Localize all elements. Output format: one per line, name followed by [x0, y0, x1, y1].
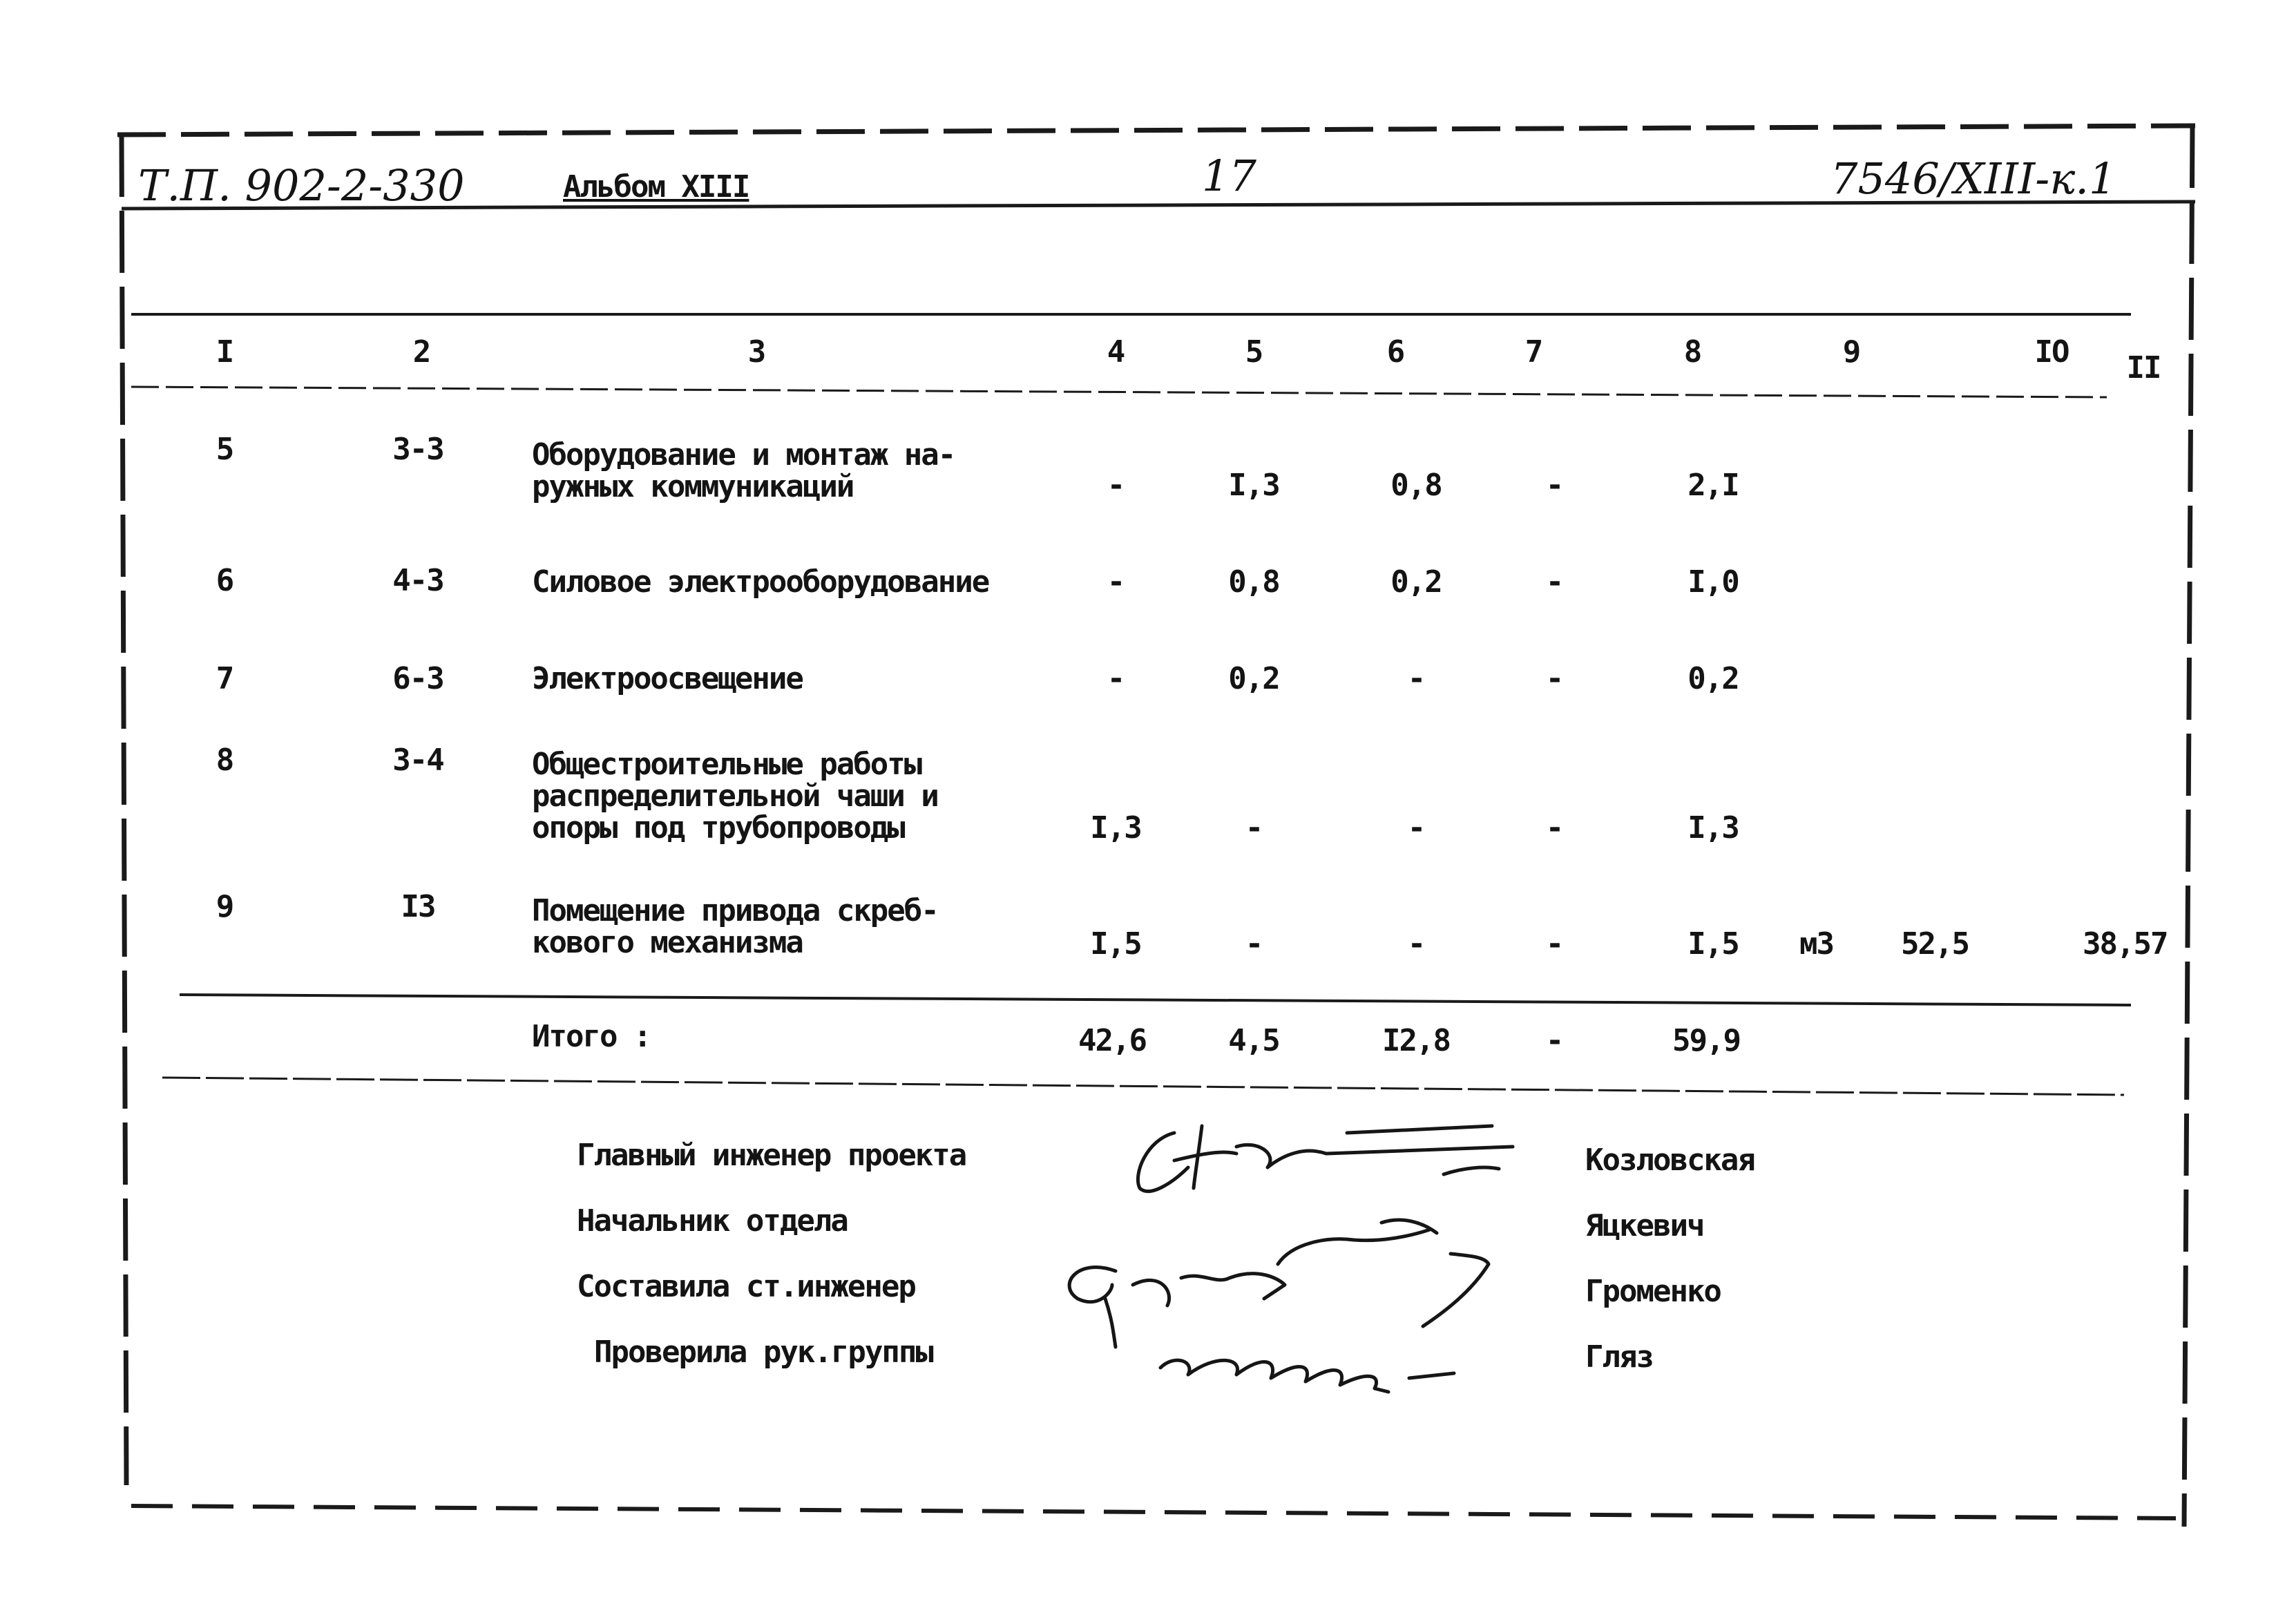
- row-col8: I,0: [1688, 564, 1739, 600]
- row-col4: -: [1107, 564, 1125, 600]
- row-col4: -: [1107, 661, 1125, 696]
- row-description-line: Силовое электрооборудование: [532, 564, 989, 600]
- row-col5: 0,8: [1228, 564, 1279, 600]
- album-label: Альбом XIII: [563, 169, 749, 204]
- row-col4: I,5: [1090, 926, 1141, 962]
- signer-name: Яцкевич: [1585, 1208, 1704, 1243]
- row-col5: -: [1245, 926, 1263, 962]
- row-col10: 52,5: [1901, 926, 1969, 962]
- row-number: 7: [216, 661, 233, 696]
- col-header-11: II: [2126, 350, 2161, 385]
- signer-role: Проверила рук.группы: [594, 1335, 933, 1370]
- row-number: 9: [216, 889, 233, 924]
- row-number: 5: [216, 432, 233, 467]
- row-col5: 0,2: [1228, 661, 1279, 696]
- signer-name: Козловская: [1585, 1143, 1755, 1178]
- signer-role: Главный инженер проекта: [577, 1138, 966, 1173]
- row-description-line: распределительной чаши и: [532, 778, 938, 814]
- row-number: 6: [216, 563, 233, 598]
- col-header-9: 9: [1842, 334, 1860, 370]
- row-col7: -: [1545, 810, 1563, 846]
- row-col11: 38,57: [2083, 926, 2168, 962]
- row-description-line: Электроосвещение: [532, 661, 803, 696]
- row-col7: -: [1545, 661, 1563, 696]
- row-code: I3: [401, 889, 435, 924]
- row-description-line: опоры под трубопроводы: [532, 810, 904, 846]
- row-col8: 2,I: [1688, 468, 1739, 503]
- row-col7: -: [1545, 468, 1563, 503]
- col-header-3: 3: [747, 334, 765, 370]
- total-col8: 59,9: [1672, 1023, 1740, 1058]
- row-code: 3-3: [392, 432, 443, 467]
- row-col5: -: [1245, 810, 1263, 846]
- row-col4: I,3: [1090, 810, 1141, 846]
- row-col6: 0,2: [1390, 564, 1442, 600]
- project-code: Т.П. 902-2-330: [138, 160, 465, 211]
- inventory-number: 7546/XIII-к.1: [1830, 153, 2116, 204]
- total-col6: I2,8: [1382, 1023, 1450, 1058]
- row-col8: I,5: [1688, 926, 1739, 962]
- signer-name: Гляз: [1585, 1339, 1653, 1375]
- signer-name: Громенко: [1585, 1274, 1721, 1309]
- total-label: Итого :: [532, 1019, 651, 1054]
- col-header-6: 6: [1386, 334, 1404, 370]
- col-header-1: I: [216, 334, 233, 370]
- row-col8: 0,2: [1688, 661, 1739, 696]
- col-header-5: 5: [1245, 334, 1263, 370]
- row-code: 4-3: [392, 563, 443, 598]
- row-col5: I,3: [1228, 468, 1279, 503]
- row-description-line: кового механизма: [532, 925, 803, 960]
- row-col7: -: [1545, 926, 1563, 962]
- total-col4: 42,6: [1078, 1023, 1146, 1058]
- row-description-line: Общестроительные работы: [532, 747, 921, 782]
- row-code: 3-4: [392, 743, 443, 778]
- row-col6: -: [1407, 810, 1425, 846]
- total-col7: -: [1545, 1023, 1563, 1058]
- row-col6: -: [1407, 926, 1425, 962]
- row-col6: 0,8: [1390, 468, 1442, 503]
- row-col4: -: [1107, 468, 1125, 503]
- row-code: 6-3: [392, 661, 443, 696]
- page-number: 17: [1202, 151, 1256, 201]
- signer-role: Начальник отдела: [577, 1203, 848, 1239]
- col-header-8: 8: [1683, 334, 1701, 370]
- row-col6: -: [1407, 661, 1425, 696]
- col-header-7: 7: [1524, 334, 1542, 370]
- total-col5: 4,5: [1228, 1023, 1279, 1058]
- row-col8: I,3: [1688, 810, 1739, 846]
- row-description-line: Оборудование и монтаж на-: [532, 437, 955, 472]
- col-header-4: 4: [1107, 334, 1125, 370]
- row-col7: -: [1545, 564, 1563, 600]
- signer-role: Составила ст.инженер: [577, 1269, 915, 1304]
- row-description-line: ружных коммуникаций: [532, 469, 854, 504]
- row-description-line: Помещение привода скреб-: [532, 893, 938, 928]
- row-number: 8: [216, 743, 233, 778]
- col-header-2: 2: [412, 334, 430, 370]
- row-col9-unit: м3: [1799, 926, 1833, 962]
- col-header-10: IO: [2034, 334, 2069, 370]
